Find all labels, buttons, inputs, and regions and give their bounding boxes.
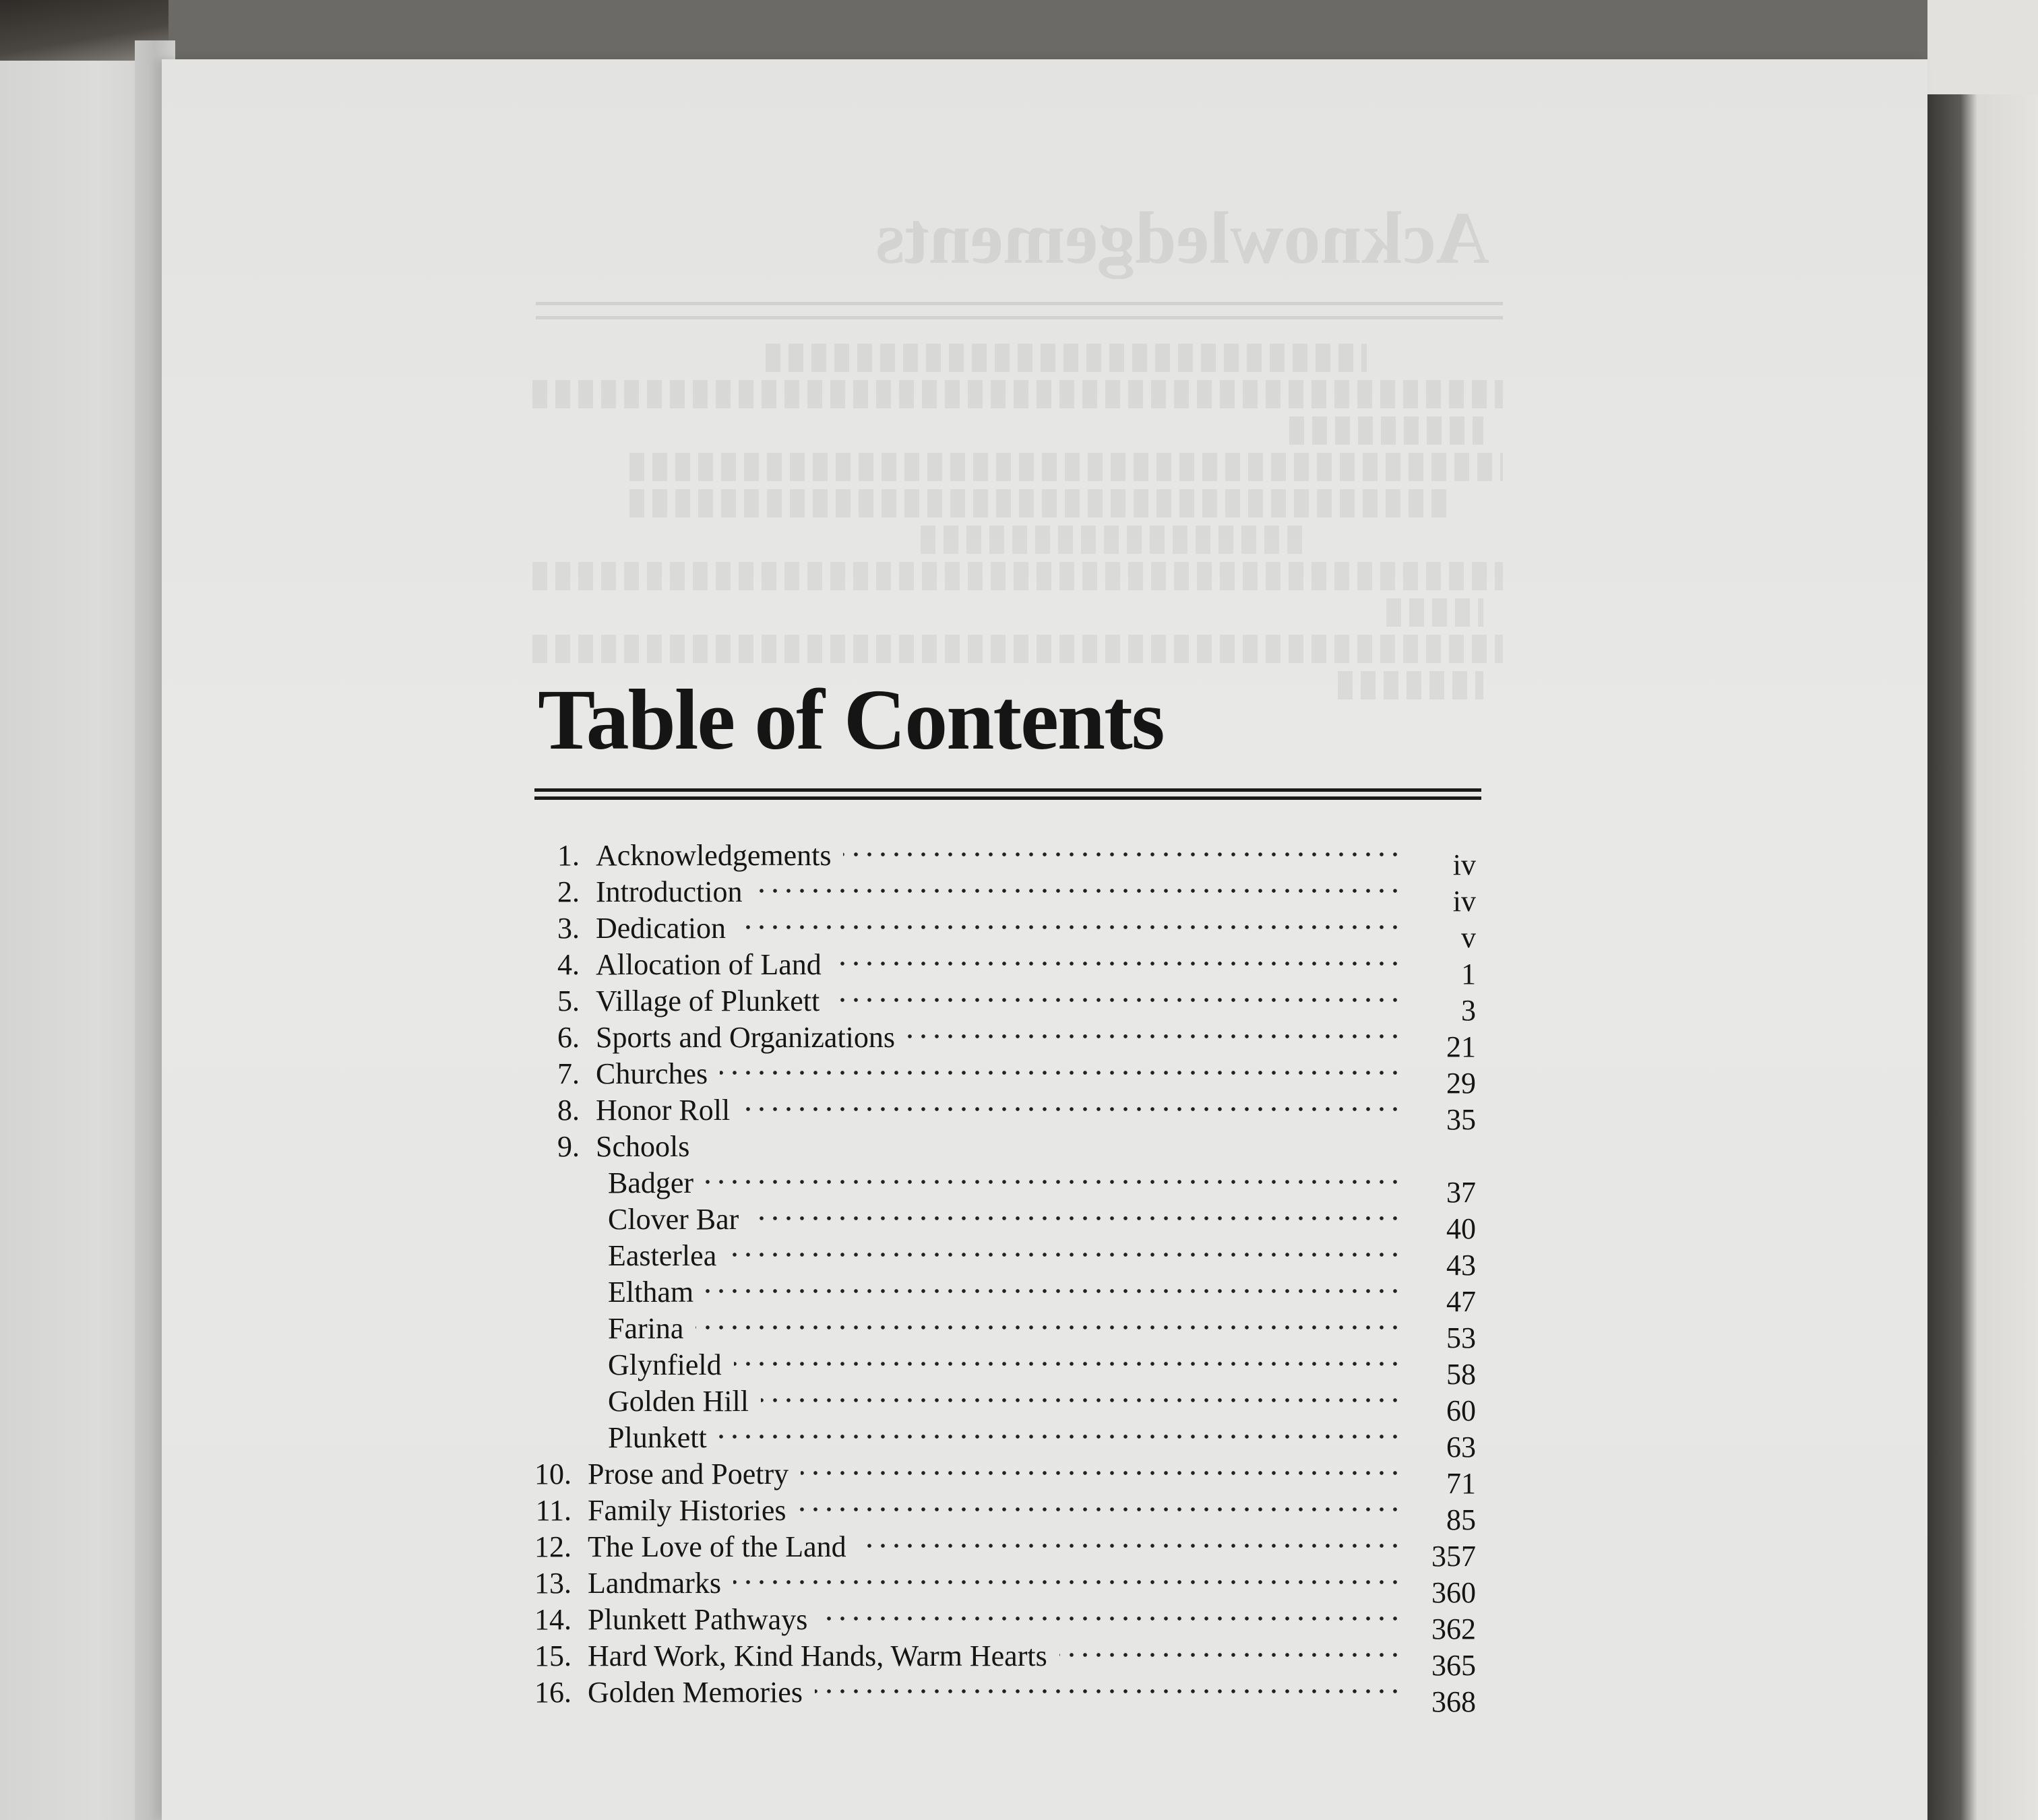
toc-entry-number: 3. (557, 912, 580, 945)
toc-entry-number: 5. (557, 984, 580, 1017)
toc-entry-number: 13. (534, 1567, 572, 1600)
toc-entry (539, 1166, 1483, 1209)
toc-entry-title: Glynfield (608, 1348, 722, 1381)
dot-leader (733, 1579, 1402, 1585)
toc-entry-number: 2. (557, 875, 580, 908)
dot-leader (799, 1507, 1402, 1512)
toc-entry-number: 1. (557, 839, 580, 872)
toc-entry (534, 1639, 1483, 1682)
toc-entry-number: 14. (534, 1603, 572, 1636)
toc-entry (539, 1020, 1483, 1063)
toc-entry-number: 8. (557, 1094, 580, 1127)
toc-entry-page-number: 85 (1446, 1503, 1476, 1536)
toc-entry-page-number: 43 (1446, 1249, 1476, 1282)
dot-leader (832, 997, 1402, 1003)
toc-entry (539, 1311, 1483, 1354)
dot-leader (719, 1434, 1402, 1439)
toc-entry (539, 1348, 1483, 1391)
dot-leader (1059, 1652, 1402, 1658)
toc-entry-title: Golden Hill (608, 1385, 749, 1418)
toc-entry-number: 11. (535, 1494, 572, 1527)
dot-leader (859, 1543, 1402, 1548)
toc-entry-number: 16. (534, 1676, 572, 1709)
toc-entry-number: 15. (534, 1639, 572, 1672)
dot-leader (696, 1325, 1402, 1330)
toc-entry (539, 1420, 1483, 1464)
toc-entry (539, 947, 1483, 991)
toc-entry (539, 838, 1483, 881)
toc-entry-number: 10. (534, 1457, 572, 1490)
toc-entry-page-number: 63 (1446, 1431, 1476, 1464)
toc-entry-page-number: 21 (1446, 1030, 1476, 1063)
toc-entry-page-number: 357 (1431, 1540, 1476, 1573)
toc-entry (535, 1493, 1483, 1536)
book-cover-edge (1927, 94, 2038, 1820)
toc-entry-page-number: 29 (1446, 1067, 1476, 1100)
toc-entry (539, 1129, 1483, 1166)
toc-entry-title: Schools (596, 1130, 690, 1163)
toc-entry-number: 12. (534, 1530, 572, 1563)
toc-entry-page-number: 60 (1446, 1394, 1476, 1427)
toc-entry-title: Allocation of Land (596, 948, 822, 981)
reverse-page-rule (536, 302, 1503, 319)
toc-entry (539, 911, 1483, 954)
dot-leader (755, 888, 1402, 893)
dot-leader (729, 1252, 1402, 1257)
dot-leader (706, 1288, 1402, 1294)
toc-entry-title: Easterlea (608, 1239, 717, 1272)
toc-entry-page-number: 360 (1431, 1576, 1476, 1609)
title-double-rule (534, 788, 1481, 802)
toc-entry (534, 1602, 1483, 1645)
toc-entry-page-number: 362 (1431, 1612, 1476, 1645)
toc-entry-page-number: 47 (1446, 1285, 1476, 1318)
toc-entry-title: Introduction (596, 875, 743, 908)
toc-entry-page-number: 71 (1446, 1467, 1476, 1500)
toc-entry-page-number: 368 (1431, 1685, 1476, 1718)
dot-leader (907, 1034, 1402, 1039)
toc-entry-page-number: 58 (1446, 1358, 1476, 1391)
toc-list (534, 838, 1483, 1718)
toc-entry-title: Prose and Poetry (588, 1457, 789, 1490)
toc-entry-page-number: 37 (1446, 1176, 1476, 1209)
toc-entry-title: Landmarks (588, 1567, 721, 1600)
dot-leader (820, 1616, 1402, 1621)
dot-leader (706, 1179, 1402, 1185)
toc-entry (534, 1457, 1483, 1500)
toc-entry (539, 1275, 1483, 1318)
dot-leader (751, 1216, 1402, 1221)
toc-entry-number: 9. (557, 1130, 580, 1163)
toc-entry-title: Churches (596, 1057, 708, 1090)
background-surface (1927, 0, 2038, 94)
toc-entry (539, 984, 1483, 1027)
toc-entry-title: Plunkett (608, 1421, 707, 1454)
toc-entry-title: Eltham (608, 1276, 694, 1309)
toc-entry-page-number: 365 (1431, 1649, 1476, 1682)
toc-entry-title: Village of Plunkett (596, 984, 820, 1017)
toc-entry-page-number: 35 (1446, 1103, 1476, 1136)
dot-leader (720, 1070, 1402, 1075)
toc-entry-title: Honor Roll (596, 1094, 731, 1127)
toc-entry-title: Acknowledgements (596, 839, 832, 872)
toc-entry (539, 1202, 1483, 1245)
toc-entry-page-number: v (1461, 921, 1476, 954)
toc-entry-page-number: iv (1452, 885, 1476, 918)
reverse-page-text (532, 344, 1503, 708)
toc-entry-title: Sports and Organizations (596, 1021, 896, 1054)
toc-entry (539, 1384, 1483, 1427)
dot-leader (843, 852, 1402, 857)
toc-entry-number: 7. (557, 1057, 580, 1090)
toc-entry (539, 1093, 1483, 1136)
toc-entry (539, 875, 1483, 918)
dot-leader (801, 1470, 1402, 1476)
toc-entry-number: 4. (557, 948, 580, 981)
toc-entry-title: Plunkett Pathways (588, 1603, 808, 1636)
toc-entry-title: Badger (608, 1166, 694, 1199)
toc-entry (539, 1238, 1483, 1282)
dot-leader (742, 1106, 1402, 1112)
dot-leader (815, 1689, 1402, 1694)
toc-entry (539, 1057, 1483, 1100)
dot-leader (738, 924, 1402, 930)
toc-entry (534, 1530, 1483, 1573)
toc-entry-page-number: iv (1452, 848, 1476, 881)
toc-entry-title: The Love of the Land (588, 1530, 846, 1563)
dot-leader (834, 961, 1402, 966)
toc-entry-title: Family Histories (588, 1494, 786, 1527)
toc-entry-title: Clover Bar (608, 1203, 739, 1236)
toc-entry-title: Farina (608, 1312, 684, 1345)
toc-entry-number: 6. (557, 1021, 580, 1054)
toc-entry-page-number: 1 (1461, 958, 1476, 991)
dot-leader (761, 1398, 1402, 1403)
toc-entry-page-number: 53 (1446, 1321, 1476, 1354)
toc-entry-title: Golden Memories (588, 1676, 803, 1709)
page-title: Table of Contents (538, 672, 1164, 767)
toc-entry-page-number: 40 (1446, 1212, 1476, 1245)
toc-entry-page-number: 3 (1461, 994, 1476, 1027)
dot-leader (734, 1361, 1402, 1367)
toc-entry (534, 1675, 1483, 1718)
toc-entry-title: Hard Work, Kind Hands, Warm Hearts (588, 1639, 1047, 1672)
toc-entry (534, 1566, 1483, 1609)
toc-entry-title: Dedication (596, 912, 727, 945)
reverse-page-title: Acknowledgements (875, 197, 1489, 279)
